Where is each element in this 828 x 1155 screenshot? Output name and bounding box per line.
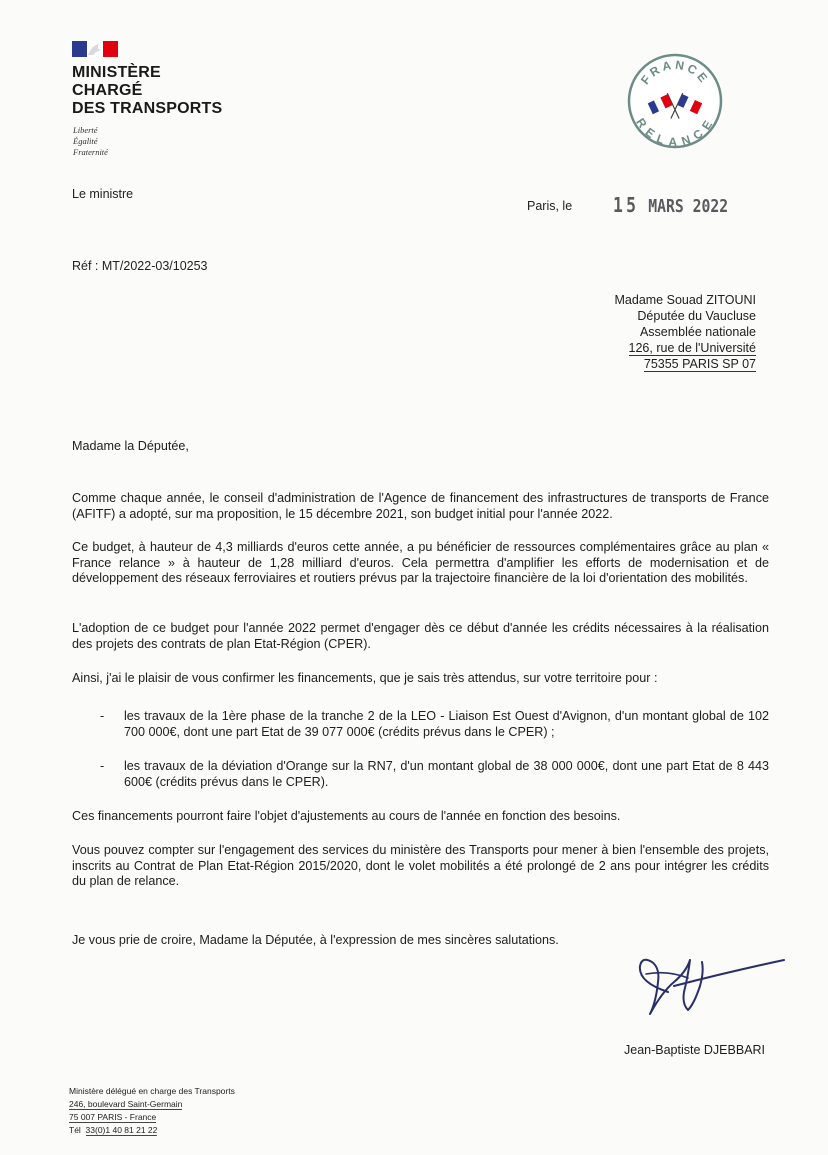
recipient-line: Assemblée nationale [639, 325, 756, 339]
paragraph: Comme chaque année, le conseil d'administration de l'Agence de financement des infrastructures de transports de France (AFITF) a adopté, sur ma proposition, le 15 décembre 2021, son budget initial pour l'année 2022. [72, 491, 769, 521]
france-relance-bottom-text: RELANCE [633, 115, 717, 149]
republic-motto [73, 125, 108, 158]
date-stamp-month-year: MARS 2022 [648, 196, 729, 217]
motto-line: Fraternité [73, 147, 108, 157]
closing-formula: Je vous prie de croire, Madame la Députée, à l'expression de mes sincères salutations. [72, 933, 559, 947]
motto-line: Égalité [73, 136, 98, 146]
footer-line: 246, boulevard Saint-Germain [69, 1099, 183, 1109]
reference: Réf : MT/2022-03/10253 [72, 259, 208, 273]
sender-title: Le ministre [72, 187, 134, 201]
date-stamp [613, 193, 728, 217]
date-label: Paris, le [527, 199, 573, 213]
bullet-mark: - [100, 709, 105, 723]
footer-tel-number: 33(0)1 40 81 21 22 [85, 1125, 158, 1135]
recipient-line: Madame Souad ZITOUNI [614, 293, 756, 307]
marianne-flag-logo [72, 41, 118, 57]
ministry-line: CHARGÉ [72, 82, 143, 99]
paragraph: Ces financements pourront faire l'objet d'ajustements au cours de l'année en fonction des besoins. [72, 809, 621, 823]
footer-line: Ministère délégué en charge des Transports [69, 1086, 235, 1096]
france-relance-top-text: FRANCE [638, 57, 712, 88]
ministry-line: DES TRANSPORTS [72, 100, 223, 117]
bullet-item: les travaux de la 1ère phase de la tranche 2 de la LEO - Liaison Est Ouest d'Avignon, d'un montant global de 102 700 000€, dont une part Etat de 39 077 000€ (crédits prévus dans le CPER) ; [124, 709, 769, 739]
bullet-mark: - [100, 759, 105, 773]
recipient-address [615, 292, 757, 372]
paragraph: Ainsi, j'ai le plaisir de vous confirmer les financements, que je sais très attendus, sur votre territoire pour : [72, 671, 658, 685]
date-stamp-day: 15 [613, 193, 640, 217]
paragraph: Ce budget, à hauteur de 4,3 milliards d'euros cette année, a pu bénéficier de ressources complémentaires grâce au plan « France relance » à hauteur de 1,28 milliard d'euros. Cela permettra d'amplifier les efforts de modernisation et de développement des réseaux ferroviaires et routiers prévus par la trajectoire financière de la loi d'orientation des mobilités. [72, 540, 769, 585]
footer-tel-label: Tél [69, 1125, 81, 1135]
motto-line: Liberté [73, 125, 98, 135]
recipient-line: Députée du Vaucluse [637, 309, 756, 323]
handwritten-signature [628, 952, 788, 1018]
recipient-line: 75355 PARIS SP 07 [643, 357, 756, 371]
ministry-line: MINISTÈRE [72, 64, 161, 81]
france-relance-logo [627, 53, 723, 149]
recipient-line: 126, rue de l'Université [628, 341, 756, 355]
footer-address [69, 1085, 235, 1137]
paragraph: Vous pouvez compter sur l'engagement des services du ministère des Transports pour mener à bien l'ensemble des projets, inscrits au Contrat de Plan Etat-Région 2015/2020, dont le volet mobilités a été prolongé de 2 ans pour intégrer les crédits du plan de relance. [72, 843, 769, 888]
ministry-name [72, 64, 222, 118]
footer-line: 75 007 PARIS - France [69, 1112, 157, 1122]
salutation: Madame la Députée, [72, 439, 189, 453]
bullet-item: les travaux de la déviation d'Orange sur la RN7, d'un montant global de 38 000 000€, dont une part Etat de 8 443 600€ (crédits prévus dans le CPER). [124, 759, 769, 789]
signer-name: Jean-Baptiste DJEBBARI [624, 1043, 766, 1057]
paragraph: L'adoption de ce budget pour l'année 2022 permet d'engager dès ce début d'année les crédits nécessaires à la réalisation des projets des contrats de plan Etat-Région (CPER). [72, 621, 769, 651]
